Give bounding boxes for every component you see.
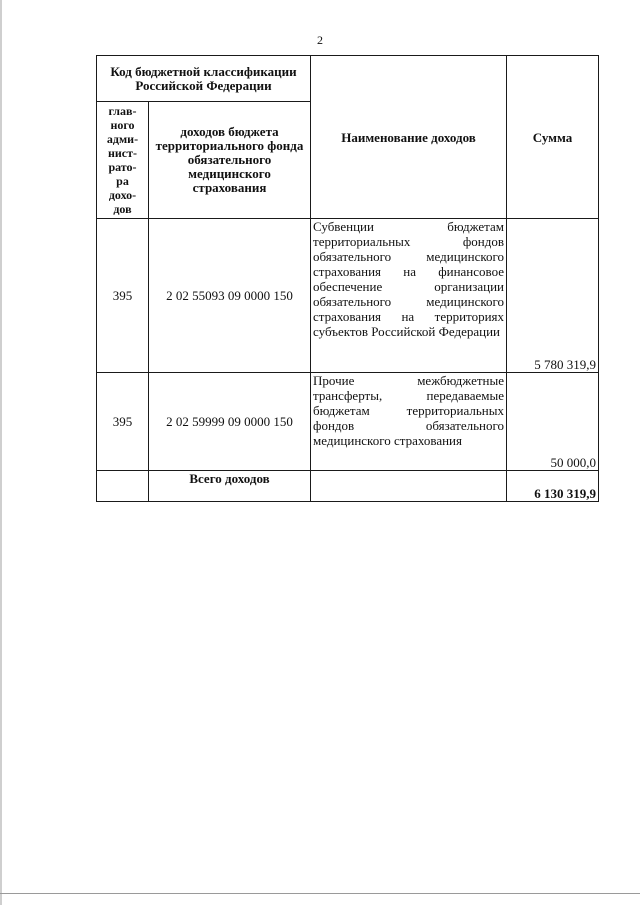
total-label: Всего доходов	[149, 471, 311, 502]
page-number: 2	[317, 33, 323, 47]
table-row	[97, 373, 599, 471]
header-code-group: Код бюджетной классификации Российской Федерации	[97, 56, 311, 102]
table-row	[97, 219, 599, 373]
total-row	[97, 471, 599, 502]
budget-income-table	[96, 55, 599, 502]
income-code-cell: 2 02 59999 09 0000 150	[149, 373, 311, 471]
total-empty-cell	[311, 471, 507, 502]
admin-code-cell: 395	[97, 219, 149, 373]
income-code-cell: 2 02 55093 09 0000 150	[149, 219, 311, 373]
scan-edge-bottom	[0, 893, 640, 894]
amount-cell: 5 780 319,9	[507, 219, 599, 373]
amount-cell: 50 000,0	[507, 373, 599, 471]
admin-code-cell: 395	[97, 373, 149, 471]
income-name-cell: Прочие межбюджетные трансферты, передаваемые бюджетам территориальных фондов обязательного медицинского страхования	[311, 373, 507, 471]
total-amount: 6 130 319,9	[507, 471, 599, 502]
header-income-code: доходов бюджета территориального фонда обязательного медицинского страхования	[149, 102, 311, 219]
header-income-name: Наименование доходов	[311, 56, 507, 219]
scan-edge-left	[0, 0, 2, 905]
total-empty-cell	[97, 471, 149, 502]
header-admin-code: глав- ного адми- нист- рато- ра дохо- дов	[97, 102, 149, 219]
header-amount: Сумма	[507, 56, 599, 219]
income-name-cell: Субвенции бюджетам территориальных фондов обязательного медицинского страхования на финансовое обеспечение организации обязательного медицинского страхования на территориях субъектов Российской Федерации	[311, 219, 507, 373]
